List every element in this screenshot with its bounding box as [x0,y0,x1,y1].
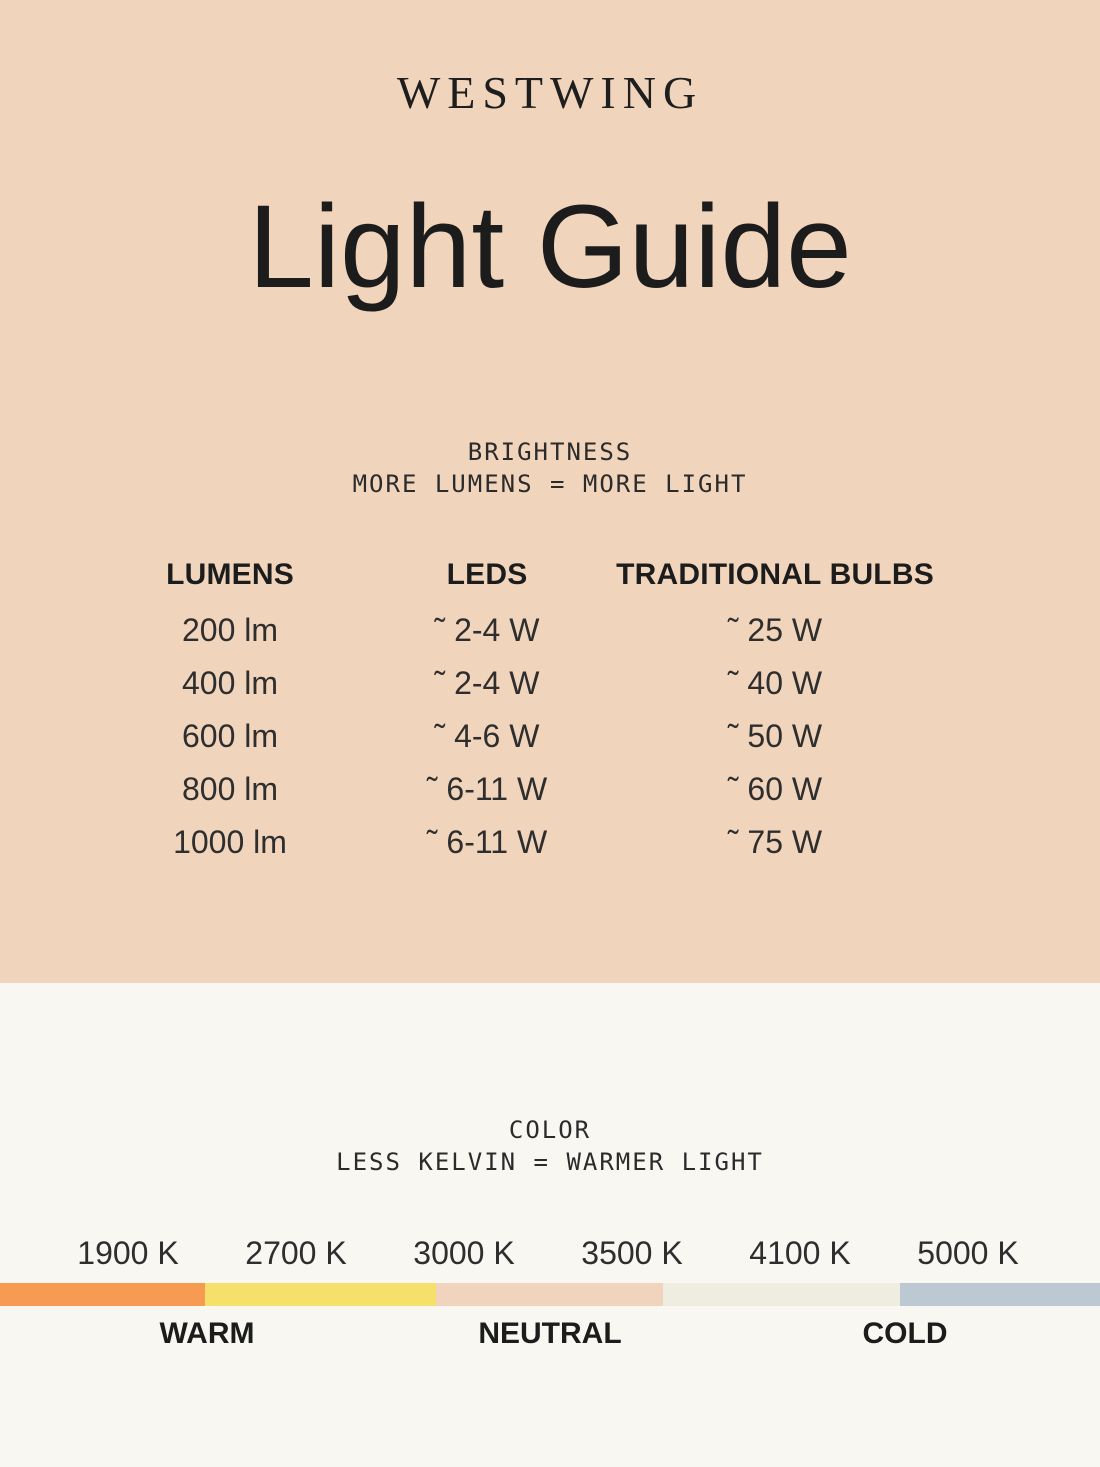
lumens-value: 400 lm [181,665,279,701]
column-header-traditional-bulbs: TRADITIONAL BULBS [616,558,934,591]
column-header-lumens: LUMENS [166,558,294,591]
lumens-value: 800 lm [181,771,279,807]
leds-value: ˜ 6-11 W [426,824,548,860]
leds-value: ˜ 6-11 W [426,771,548,807]
leds-value: ˜ 2-4 W [434,665,540,701]
table-row [0,763,1100,816]
bulbs-value: ˜ 60 W [727,771,823,807]
color-temperature-scale [0,1283,1100,1306]
temperature-label-cold: COLD [862,1317,948,1350]
bulbs-value: ˜ 50 W [727,718,823,754]
kelvin-label: 3500 K [581,1235,683,1271]
scale-segment-cold-blue [900,1283,1100,1306]
lumens-value: 1000 lm [173,824,287,860]
kelvin-label: 2700 K [245,1235,347,1271]
temperature-label-neutral: NEUTRAL [478,1317,622,1350]
temperature-label-warm: WARM [159,1317,255,1350]
lumens-table [0,546,1100,869]
scale-segment-warm-orange [0,1283,205,1306]
kelvin-label: 1900 K [77,1235,179,1271]
brand-logo: WESTWING [396,67,704,118]
leds-value: ˜ 2-4 W [434,612,540,648]
bulbs-value: ˜ 25 W [727,612,823,648]
scale-segment-warm-yellow [205,1283,436,1306]
brightness-subheading: MORE LUMENS = MORE LIGHT [352,470,748,498]
leds-value: ˜ 4-6 W [434,718,540,754]
temperature-labels-row [0,1319,1100,1349]
color-subheading: LESS KELVIN = WARMER LIGHT [336,1148,764,1176]
color-heading: COLOR [508,1116,592,1144]
kelvin-labels-row [0,1237,1100,1269]
brightness-heading: BRIGHTNESS [467,438,633,466]
scale-segment-neutral-peach [436,1283,664,1306]
table-header-row [0,546,1100,604]
table-row [0,816,1100,869]
bulbs-value: ˜ 75 W [727,824,823,860]
column-header-leds: LEDS [446,558,528,591]
lumens-value: 200 lm [181,612,279,648]
scale-segment-neutral-cream [663,1283,900,1306]
kelvin-label: 4100 K [749,1235,851,1271]
table-row [0,710,1100,763]
page-title: Light Guide [248,181,852,313]
kelvin-label: 3000 K [413,1235,515,1271]
color-section [0,983,1100,1467]
table-row [0,604,1100,657]
kelvin-label: 5000 K [917,1235,1019,1271]
lumens-value: 600 lm [181,718,279,754]
bulbs-value: ˜ 40 W [727,665,823,701]
table-row [0,657,1100,710]
